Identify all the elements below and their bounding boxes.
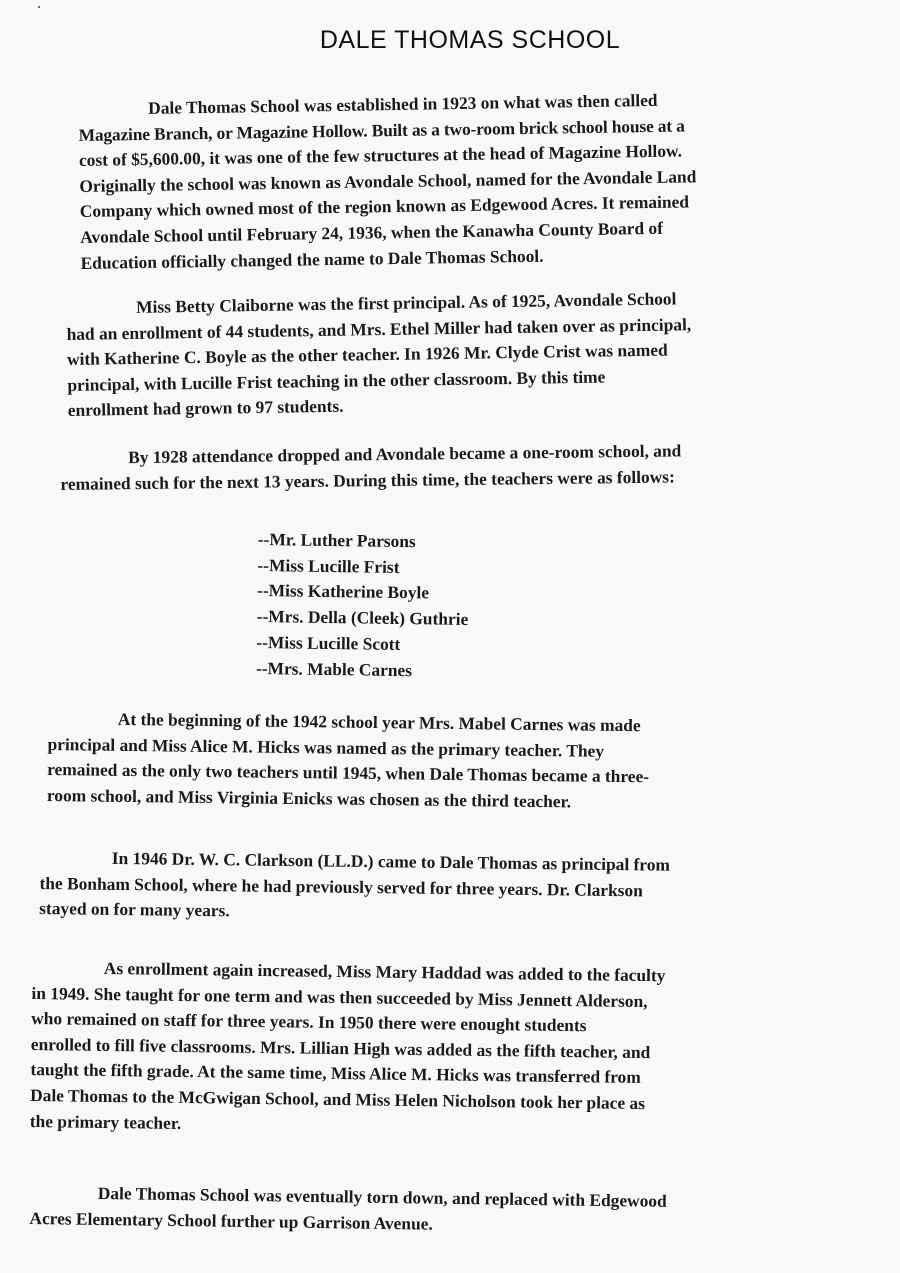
paragraph-line: As enrollment again increased, Miss Mary Haddad was added to the faculty (103, 957, 666, 986)
paragraph-torn-down (29, 1180, 667, 1240)
paragraph-line: Dale Thomas to the McGwigan School, and Miss Helen Nicholson took her place as (30, 1084, 646, 1114)
paragraph-line: who remained on staff for three years. In 1950 there were enought students (31, 1008, 587, 1036)
paragraph-line: Avondale School until February 24, 1936, when the Kanawha County Board of (80, 217, 664, 247)
paragraph-1946 (39, 845, 670, 929)
paragraph-founding (78, 87, 698, 276)
list-item: --Miss Katherine Boyle (256, 580, 430, 603)
paragraph-1942 (47, 706, 650, 816)
list-item: --Miss Lucille Frist (257, 554, 400, 577)
paragraph-line: with Katherine C. Boyle as the other teacher. In 1926 Mr. Clyde Crist was named (66, 339, 668, 370)
paragraph-line: remained such for the next 13 years. During this time, the teachers were as follows: (60, 466, 675, 494)
list-item: --Mrs. Mable Carnes (255, 657, 413, 680)
list-item: --Miss Lucille Scott (256, 631, 401, 654)
paragraph-first-principals (66, 286, 693, 424)
paragraph-line: principal, with Lucille Frist teaching in the other classroom. By this time (67, 366, 606, 395)
paragraph-line: principal and Miss Alice M. Hicks was named as the primary teacher. They (47, 733, 605, 761)
paragraph-line: Originally the school was known as Avondale School, named for the Avondale Land (79, 166, 697, 196)
document-title: DALE THOMAS SCHOOL (319, 26, 621, 54)
paragraph-one-room (60, 438, 682, 497)
paragraph-line: the primary teacher. (29, 1110, 182, 1133)
paragraph-line: Dale Thomas School was established in 1923 on what was then called (148, 89, 658, 118)
paragraph-line: Education officially changed the name to Dale Thomas School. (80, 245, 544, 273)
paragraph-line: the Bonham School, where he had previously served for three years. Dr. Clarkson (39, 872, 643, 900)
paragraph-line: in 1949. She taught for one term and was then succeeded by Miss Jennett Alderson, (31, 982, 648, 1011)
paragraph-line: remained as the only two teachers until 1945, when Dale Thomas became a three- (47, 759, 650, 787)
paragraph-line: cost of $5,600.00, it was one of the few structures at the head of Magazine Hollow. (78, 140, 683, 171)
paragraph-line: enrollment had grown to 97 students. (67, 396, 344, 421)
paragraph-line: Dale Thomas School was eventually torn down, and replaced with Edgewood (97, 1182, 667, 1211)
paragraph-line: room school, and Miss Virginia Enicks was chosen as the third teacher. (46, 784, 572, 812)
paragraph-line: had an enrollment of 44 students, and Mrs. Ethel Miller had taken over as principal, (66, 313, 692, 344)
list-item: --Mrs. Della (Cleek) Guthrie (256, 606, 469, 630)
paragraph-line: stayed on for many years. (39, 898, 230, 921)
scan-speck (38, 6, 40, 8)
teacher-list (256, 527, 470, 684)
paragraph-line: enrolled to fill five classrooms. Mrs. Lillian High was added as the fifth teacher, and (30, 1033, 651, 1062)
paragraph-line: Miss Betty Claiborne was the first principal. As of 1925, Avondale School (136, 288, 677, 317)
paragraph-line: At the beginning of the 1942 school year Mrs. Mabel Carnes was made (117, 708, 641, 736)
paragraph-line: Magazine Branch, or Magazine Hollow. Built as a two-room brick school house at a (78, 115, 685, 145)
paragraph-line: taught the fifth grade. At the same time, Miss Alice M. Hicks was transferred from (30, 1059, 641, 1088)
paragraph-line: Company which owned most of the region known as Edgewood Acres. It remained (79, 191, 690, 222)
paragraph-line: Acres Elementary School further up Garrison Avenue. (29, 1207, 433, 1234)
list-item: --Mr. Luther Parsons (257, 528, 416, 552)
paragraph-line: By 1928 attendance dropped and Avondale became a one-room school, and (128, 440, 682, 468)
paragraph-line: In 1946 Dr. W. C. Clarkson (LL.D.) came to Dale Thomas as principal from (111, 847, 671, 875)
paragraph-1949-1950 (30, 955, 666, 1142)
